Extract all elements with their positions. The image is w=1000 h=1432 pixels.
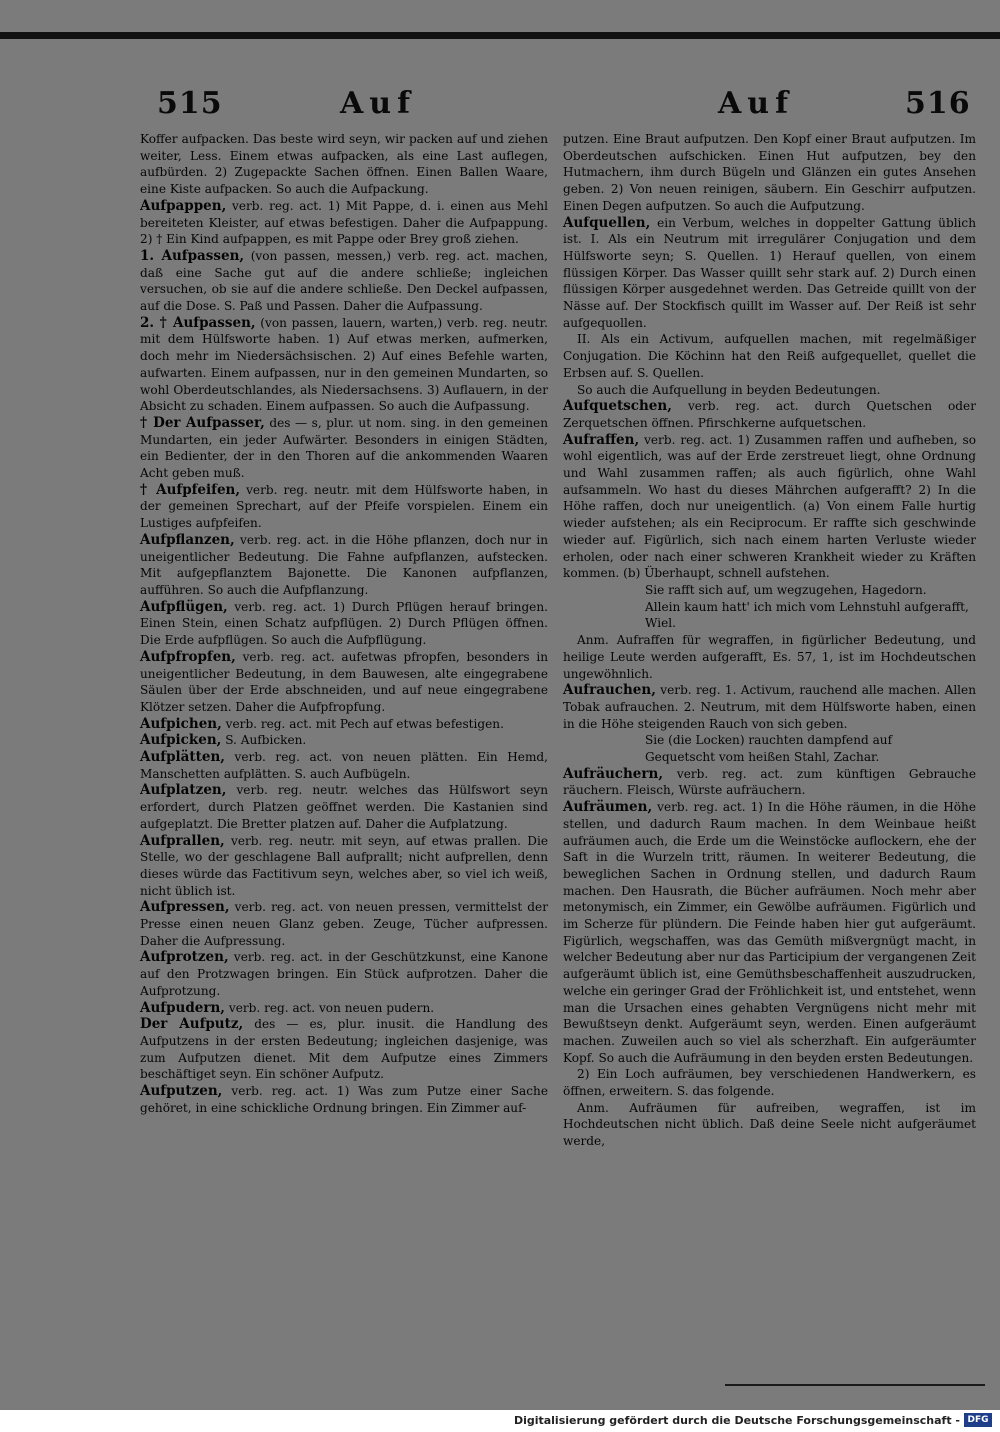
- entry-text: (von passen, lauern, warten,) verb. reg. neutr. mit dem Hülfsworte haben. 1) Auf etwas merken, aufmerken, doch mehr im Niedersächsischen. 2) Auf eines Befehle warten, aufwarten. Einem aufpassen, nur in den gemeinen Mundarten, so wohl Oberdeutschlandes, als Niedersachsens. 3) Auflauern, in der Absicht zu schaden. Einem aufpassen. So auch die Aufpassung.: [140, 315, 548, 414]
- dictionary-entry: [140, 749, 548, 782]
- entry-headword: Aufpicken,: [140, 732, 222, 749]
- entry-headword: Aufpflügen,: [140, 598, 228, 615]
- entry-text: verb. reg. act. 1) Durch Pflügen herauf bringen. Einen Stein, einen Schatz aufpflügen. 2) Durch Pflügen öffnen. Die Erde aufpflügen. So auch die Aufpflügung.: [140, 599, 548, 648]
- dfg-logo: DFG: [964, 1413, 992, 1427]
- entry-text: Sie rafft sich auf, um wegzugehen, Hagedorn.: [645, 582, 927, 597]
- dictionary-entry: [563, 331, 976, 381]
- entry-text: Sie (die Locken) rauchten dampfend auf: [645, 733, 893, 748]
- entry-text: Allein kaum hatt' ich mich vom Lehnstuhl aufgerafft, Wiel.: [645, 599, 969, 631]
- dictionary-entry: [140, 315, 548, 415]
- entry-text: (von passen, messen,) verb. reg. act. machen, daß eine Sache gut auf die andere schließe; ingleichen versuchen, ob sie auf die andere schließe. Den Deckel aufpassen, auf die Dose. S. Paß und Passen. Daher die Aufpassung.: [140, 248, 548, 314]
- dictionary-entry: [140, 899, 548, 949]
- entry-text: verb. reg. act. zum künftigen Gebrauche räuchern. Fleisch, Würste aufräuchern.: [563, 766, 976, 798]
- dictionary-entry: [140, 1083, 548, 1116]
- entry-text: verb. reg. act. mit Pech auf etwas befestigen.: [225, 716, 504, 731]
- entry-headword: Aufräumen,: [563, 799, 653, 816]
- entry-text: So auch die Aufquellung in beyden Bedeutungen.: [577, 382, 881, 397]
- entry-headword: Aufplätten,: [140, 749, 225, 766]
- entry-headword: † Aufpfeifen,: [140, 481, 241, 498]
- entry-text: verb. reg. act. aufetwas pfropfen, besonders in uneigentlicher Bedeutung, in dem Bauwesen, alte eingegrabene Säulen über der Erde abschneiden, und auf neue eingegrabene Klötzer setzen. Daher die Aufpfropfung.: [140, 649, 548, 714]
- entry-text: Gequetscht vom heißen Stahl, Zachar.: [645, 750, 880, 765]
- entry-headword: Aufpfropfen,: [140, 648, 236, 665]
- dictionary-entry: [140, 1016, 548, 1083]
- dictionary-entry: [140, 415, 548, 482]
- entry-headword: Aufrauchen,: [563, 682, 656, 699]
- dictionary-entry: [140, 649, 548, 716]
- entry-headword: Der Aufputz,: [140, 1016, 244, 1033]
- entry-headword: Aufpudern,: [140, 999, 226, 1016]
- entry-text: verb. reg. neutr. welches das Hülfswort seyn erfordert, durch Platzen geöffnet werden. Die Kastanien sind aufgeplatzt. Die Bretter platzen auf. Daher die Aufplatzung.: [140, 783, 548, 831]
- dictionary-entry: [563, 599, 976, 632]
- entry-text: verb. reg. act. in die Höhe pflanzen, doch nur in uneigentlicher Bedeutung. Die Fahne aufpflanzen, aufstecken. Mit aufgepflanztem Bajonette. Die Kanonen aufpflanzen, aufführen. So auch die Aufpflanzung.: [140, 532, 548, 597]
- entry-text: verb. reg. act. 1) Was zum Putze einer Sache gehöret, in eine schickliche Ordnung bringen. Ein Zimmer auf-: [140, 1084, 548, 1115]
- dictionary-entry: [140, 599, 548, 649]
- page-number-left: 515: [157, 86, 223, 121]
- entry-headword: Aufpressen,: [140, 899, 230, 916]
- dictionary-entry: [140, 482, 548, 532]
- entry-text: verb. reg. act. von neuen pudern.: [228, 1000, 435, 1015]
- entry-headword: Aufpflanzen,: [140, 531, 235, 548]
- entry-text: verb. reg. act. 1) Zusammen raffen und aufheben, so wohl eigentlich, was auf der Erde zerstreuet liegt, ohne Ordnung und Wahl zusammen raffen; als auch figürlich, ohne Wahl aufsammeln. Wo hast du dieses Mährchen aufgerafft? 2) In die Höhe raffen, doch nur uneigentlich. (a) Von einem Falle hurtig wieder aufstehen; als ein Reciprocum. Er raffte sich geschwinde wieder auf. Figürlich, sich nach einem harten Verluste wieder erholen, oder nach einer schweren Krankheit wieder zu Kräften kommen. (b) Überhaupt, schnell aufstehen.: [563, 432, 976, 581]
- dictionary-entry: [140, 833, 548, 900]
- dictionary-entry: [563, 766, 976, 799]
- dictionary-entry: [140, 732, 548, 749]
- entry-headword: Aufraffen,: [563, 431, 640, 448]
- running-head-left: Auf: [340, 86, 416, 121]
- dictionary-entry: [563, 732, 976, 749]
- entry-text: 2) Ein Loch aufräumen, bey verschiedenen Handwerkern, es öffnen, erweitern. S. das folgende.: [563, 1067, 976, 1099]
- entry-headword: Aufräuchern,: [563, 765, 664, 782]
- entry-text: des — s, plur. ut nom. sing. in den gemeinen Mundarten, ein jeder Aufwärter. Besonders in einigen Städten, ein Bedienter, der in den Thoren auf die ankommenden Waaren Acht geben muß.: [140, 415, 548, 481]
- dictionary-entry: [563, 1100, 976, 1150]
- dictionary-entry: [563, 632, 976, 682]
- entry-text: verb. reg. act. durch Quetschen oder Zerquetschen öffnen. Pfirschkerne aufquetschen.: [563, 399, 976, 430]
- entry-headword: Aufprotzen,: [140, 949, 229, 966]
- right-column: [563, 131, 976, 1150]
- entry-text: ein Verbum, welches in doppelter Gattung üblich ist. I. Als ein Neutrum mit irregulärer Conjugation und dem Hülfsworte seyn; S. Quellen. 1) Herauf quellen, von einem flüssigen Körper. Das Wasser quillt sehr stark auf. 2) Durch einen flüssigen Körper ausgedehnet werden. Das Getreide quillt von der Nässe auf. Der Stockfisch quillt im Wasser auf. Der Reiß ist sehr aufgequollen.: [563, 215, 976, 330]
- entry-headword: Aufpappen,: [140, 197, 227, 214]
- entry-text: verb. reg. act. 1) Mit Pappe, d. i. einen aus Mehl bereiteten Kleister, auf etwas befestigen. Daher die Aufpappung. 2) † Ein Kind aufpappen, es mit Pappe oder Brey groß ziehen.: [140, 198, 548, 247]
- dictionary-entry: [140, 782, 548, 832]
- dictionary-entry: [563, 432, 976, 582]
- entry-text: verb. reg. neutr. mit seyn, auf etwas prallen. Die Stelle, wo der geschlagene Ball aufprallt; nicht aufprellen, denn dieses würde das Factitivum seyn, welches aber, so viel ich weiß, nicht üblich ist.: [140, 833, 548, 898]
- page-number-right: 516: [905, 86, 971, 121]
- dictionary-entry: [563, 582, 976, 599]
- dictionary-entry: [563, 1066, 976, 1099]
- entry-headword: 1. Aufpassen,: [140, 247, 245, 264]
- entry-headword: Aufpichen,: [140, 715, 222, 732]
- bottom-rule: [725, 1384, 985, 1386]
- dictionary-entry: [563, 382, 976, 399]
- entry-text: verb. reg. act. von neuen plätten. Ein Hemd, Manschetten aufplätten. S. auch Aufbügeln.: [140, 750, 548, 781]
- entry-text: Anm. Aufraffen für wegraffen, in figürlicher Bedeutung, und heilige Leute werden aufgerafft, Es. 57, 1, ist im Hochdeutschen ungewöhnlich.: [563, 633, 976, 681]
- entry-headword: 2. † Aufpassen,: [140, 314, 256, 331]
- entry-text: verb. reg. act. von neuen pressen, vermittelst der Presse einen neuen Glanz geben. Zeuge, Tücher aufpressen. Daher die Aufpressung.: [140, 900, 548, 948]
- entry-text: II. Als ein Activum, aufquellen machen, mit regelmäßiger Conjugation. Die Köchinn hat den Reiß aufgequellet, quellet die Erbsen auf. S. Quellen.: [563, 332, 976, 380]
- dictionary-entry: [140, 1000, 548, 1017]
- top-border-bar: [0, 32, 1000, 39]
- entry-headword: Aufquetschen,: [563, 398, 672, 415]
- entry-text: verb. reg. act. 1) In die Höhe räumen, in die Höhe stellen, und dadurch Raum machen. In dem Weinbaue heißt aufräumen auch, die Erde um die Weinstöcke auflockern, ehe der Saft in die Wurzeln tritt, räumen. In weiterer Bedeutung, die beweglichen Sachen in Ordnung stellen, und dadurch Raum machen. Den Hausrath, die Bücher aufräumen. Noch mehr aber metonymisch, ein Zimmer, ein Gewölbe aufräumen. Figürlich und im Scherze für plündern. Die Feinde haben hier gut aufgeräumt. Figürlich, wegschaffen, was das Gemüth mißvergnügt macht, in welcher Bedeutung aber nur das Participium der vergangenen Zeit aufgeräumt üblich ist, eine Gemüthsbeschaffenheit auszudrucken, welche ein geringer Grad der Fröhlichkeit ist, und entstehet, wenn man die Ursachen eines gehabten Vergnügens nicht mehr mit Bewußtseyn denkt. Aufgeräumt seyn, werden. Einen aufgeräumt machen. Zuweilen auch so viel als scherzhaft. Ein aufgeräumter Kopf. So auch die Aufräumung in den beyden ersten Bedeutungen.: [563, 800, 976, 1065]
- entry-text: des — es, plur. inusit. die Handlung des Aufputzens in der ersten Bedeutung; ingleichen dasjenige, was zum Aufputzen dienet. Mit dem Aufputze eines Zimmers beschäftiget seyn. Ein schöner Aufputz.: [140, 1017, 548, 1082]
- dictionary-entry: [140, 131, 548, 198]
- dictionary-entry: [563, 749, 976, 766]
- entry-text: verb. reg. neutr. mit dem Hülfsworte haben, in der gemeinen Sprechart, auf der Pfeife vorspielen. Einem ein Lustiges aufpfeifen.: [140, 482, 549, 531]
- entry-text: verb. reg. 1. Activum, rauchend alle machen. Allen Tobak aufrauchen. 2. Neutrum, mit dem Hülfsworte haben, einen in die Höhe steigenden Rauch von sich geben.: [563, 683, 976, 731]
- dictionary-entry: [563, 799, 976, 1066]
- entry-text: S. Aufbicken.: [225, 733, 307, 748]
- entry-text: Anm. Aufräumen für aufreiben, wegraffen, ist im Hochdeutschen nicht üblich. Daß deine Seele nicht aufgeräumet werde,: [563, 1100, 976, 1149]
- funding-credit: Digitalisierung gefördert durch die Deutsche Forschungsgemeinschaft -: [513, 1414, 960, 1427]
- left-column: [140, 131, 548, 1116]
- entry-headword: Aufprallen,: [140, 832, 225, 849]
- dictionary-entry: [140, 949, 548, 999]
- dictionary-entry: [563, 131, 976, 215]
- footer-bar: [0, 1410, 1000, 1432]
- dictionary-entry: [140, 532, 548, 599]
- dictionary-entry: [563, 215, 976, 332]
- running-head-right: Auf: [718, 86, 794, 121]
- dictionary-entry: [563, 398, 976, 431]
- entry-text: Koffer aufpacken. Das beste wird seyn, wir packen auf und ziehen weiter, Less. Einem etwas aufpacken, als eine Last auflegen, aufbürden. 2) Zugepackte Sachen öffnen. Einen Ballen Waare, eine Kiste aufpacken. So auch die Aufpackung.: [140, 132, 548, 197]
- entry-headword: Aufputzen,: [140, 1083, 223, 1100]
- dictionary-entry: [140, 248, 548, 315]
- dictionary-entry: [563, 682, 976, 732]
- dictionary-entry: [140, 198, 548, 248]
- entry-headword: Aufquellen,: [563, 214, 651, 231]
- entry-headword: Aufplatzen,: [140, 782, 227, 799]
- entry-headword: † Der Aufpasser,: [140, 414, 265, 431]
- entry-text: putzen. Eine Braut aufputzen. Den Kopf einer Braut aufputzen. Im Oberdeutschen aufschicken. Einen Hut aufputzen, bey den Hutmachern, ihm durch Bügeln und Glänzen ein gutes Ansehen geben. 2) Von neuen reinigen, säubern. Ein Geschirr aufputzen. Einen Degen aufputzen. So auch die Aufputzung.: [563, 132, 976, 213]
- dictionary-entry: [140, 716, 548, 733]
- entry-text: verb. reg. act. in der Geschützkunst, eine Kanone auf den Protzwagen bringen. Ein Stück aufprotzen. Daher die Aufprotzung.: [140, 950, 548, 998]
